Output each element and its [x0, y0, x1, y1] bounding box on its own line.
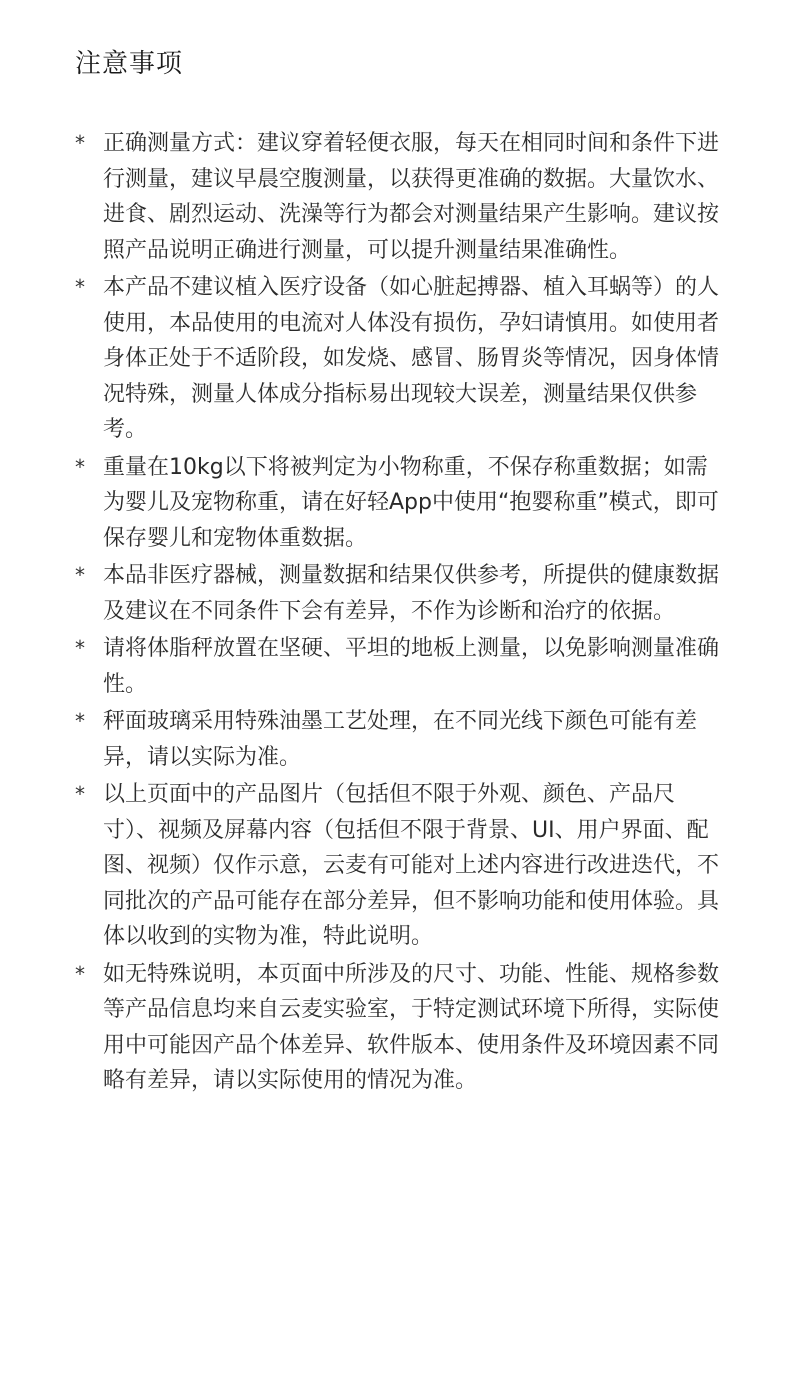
note-text: 如无特殊说明，本页面中所涉及的尺寸、功能、性能、规格参数等产品信息均来自云麦实验室，于特定测试环境下所得，实际使用中可能因产品个体差异、软件版本、使用条件及环境因素不同略有差异，请以实际使用的情况为准。 [103, 961, 720, 1093]
bullet-asterisk: * [75, 961, 85, 986]
note-text: 本产品不建议植入医疗设备（如心脏起搏器、植入耳蜗等）的人使用，本品使用的电流对人体没有损伤，孕妇请慎用。如使用者身体正处于不适阶段，如发烧、感冒、肠胃炎等情况，因身体情况特殊，测量人体成分指标易出现较大误差，测量结果仅供参考。 [103, 275, 720, 442]
bullet-asterisk: * [75, 131, 85, 155]
note-text: 本品非医疗器械，测量数据和结果仅供参考，所提供的健康数据及建议在不同条件下会有差异，不作为诊断和治疗的依据。 [103, 563, 720, 624]
note-item [75, 126, 720, 268]
note-item [75, 957, 720, 1099]
note-text: 秤面玻璃采用特殊油墨工艺处理，在不同光线下颜色可能有差异，请以实际为准。 [103, 709, 698, 770]
note-text: 正确测量方式：建议穿着轻便衣服，每天在相同时间和条件下进行测量，建议早晨空腹测量，以获得更准确的数据。大量饮水、进食、剧烈运动、洗澡等行为都会对测量结果产生影响。建议按照产品说明正确进行测量，可以提升测量结果准确性。 [103, 131, 720, 263]
bullet-asterisk: * [75, 782, 85, 806]
note-text: 重量在10kg以下将被判定为小物称重，不保存称重数据；如需为婴儿及宠物称重，请在好轻App中使用“抱婴称重”模式，即可保存婴儿和宠物体重数据。 [103, 454, 719, 551]
note-item [75, 631, 720, 702]
note-item [75, 558, 720, 629]
page-title: 注意事项 [75, 49, 184, 79]
bullet-asterisk: * [75, 454, 85, 479]
note-item [75, 777, 720, 955]
bullet-asterisk: * [75, 563, 85, 587]
note-item [75, 704, 720, 775]
bullet-asterisk: * [75, 636, 85, 660]
bullet-asterisk: * [75, 275, 85, 299]
note-text: 以上页面中的产品图片（包括但不限于外观、颜色、产品尺寸）、视频及屏幕内容（包括但不限于背景、UI、用户界面、配图、视频）仅作示意，云麦有可能对上述内容进行改进迭代，不同批次的产品可能存在部分差异，但不影响功能和使用体验。具体以收到的实物为准，特此说明。 [103, 782, 720, 949]
notes-list [75, 126, 720, 1099]
note-item [75, 450, 720, 557]
note-text: 请将体脂秤放置在坚硬、平坦的地板上测量，以免影响测量准确性。 [103, 636, 720, 697]
bullet-asterisk: * [75, 709, 85, 733]
note-item [75, 270, 720, 448]
